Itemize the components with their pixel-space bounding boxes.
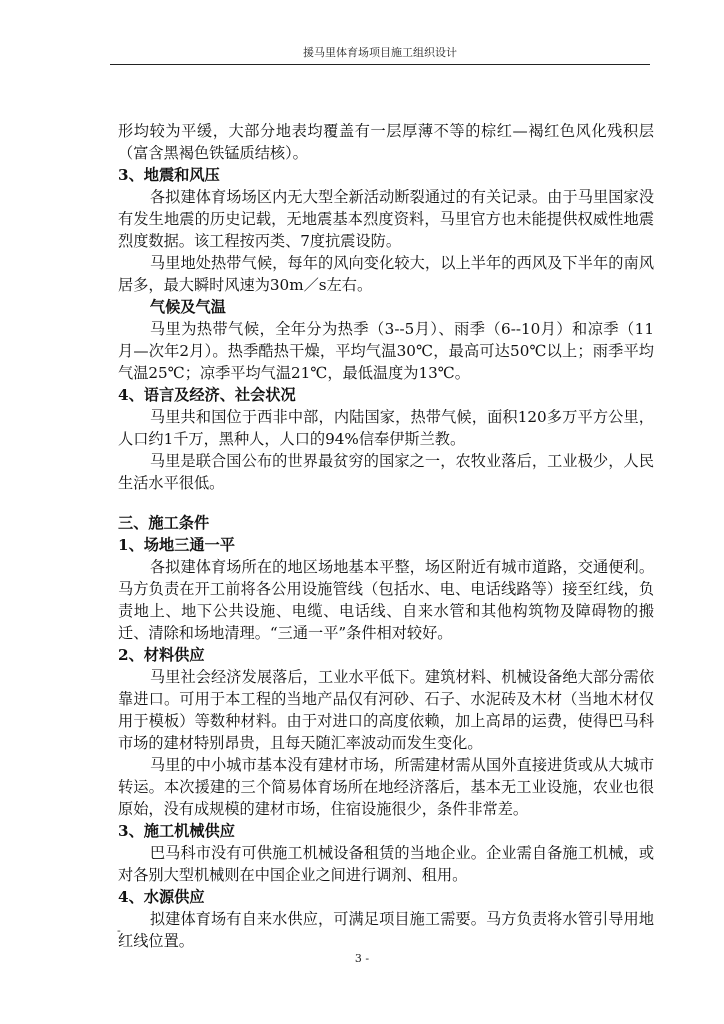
- paragraph: 马里为热带气候，全年分为热季（3--5月）、雨季（6--10月）和凉季（11月—次年2月）。热季酷热干燥，平均气温30℃，最高可达50℃以上；雨季平均气温25℃；凉季平均气温21℃，最低温度为13℃。: [118, 320, 654, 382]
- section-gap: [118, 494, 654, 512]
- paragraph: 马里地处热带气候，每年的风向变化较大，以上半年的西风及下半年的南风居多，最大瞬时风速为30m／s左右。: [118, 254, 654, 294]
- page-number: 3 -: [354, 952, 370, 965]
- header-rule: [110, 64, 650, 65]
- paragraph: 马里的中小城市基本没有建材市场，所需建材需从国外直接进货或从大城市转运。本次援建的三个简易体育场所在地经济落后，基本无工业设施，农业也很原始，没有成规模的建材市场，住宿设施很少，条件非常差。: [118, 756, 654, 818]
- paragraph: 马里是联合国公布的世界最贫穷的国家之一，农牧业落后，工业极少，人民生活水平很低。: [118, 452, 654, 492]
- section-heading: 2、材料供应: [118, 646, 205, 664]
- section-heading: 气候及气温: [149, 298, 226, 316]
- paragraph: 马里社会经济发展落后，工业水平低下。建筑材料、机械设备绝大部分需依靠进口。可用于本工程的当地产品仅有河砂、石子、水泥砖及木材（当地木材仅用于模板）等数种材料。由于对进口的高度依赖，加上高昂的运费，使得巴马科市场的建材特别昂贵，且每天随汇率波动而发生变化。: [118, 668, 654, 752]
- paragraph: 拟建体育场有自来水供应，可满足项目施工需要。马方负责将水管引导用地红线位置。: [118, 910, 654, 950]
- paragraph: 巴马科市没有可供施工机械设备租赁的当地企业。企业需自备施工机械，或对各别大型机械则在中国企业之间进行调剂、租用。: [118, 844, 654, 884]
- section-heading: 1、场地三通一平: [118, 536, 235, 554]
- paragraph: 各拟建体育场场区内无大型全新活动断裂通过的有关记录。由于马里国家没有发生地震的历史记载，无地震基本烈度资料，马里官方也未能提供权威性地震烈度数据。该工程按丙类、7度抗震设防。: [118, 188, 654, 250]
- section-heading: 4、语言及经济、社会状况: [118, 386, 296, 404]
- footer-mark: -: [117, 924, 121, 937]
- section-heading: 三、施工条件: [118, 514, 210, 532]
- section-heading: 4、水源供应: [118, 888, 205, 906]
- section-heading: 3、施工机械供应: [118, 822, 235, 840]
- paragraph: 马里共和国位于西非中部，内陆国家，热带气候，面积120多万平方公里，人口约1千万，黑种人，人口的94%信奉伊斯兰教。: [118, 408, 654, 448]
- running-header: 援马里体育场项目施工组织设计: [303, 46, 457, 59]
- paragraph: 各拟建体育场所在的地区场地基本平整，场区附近有城市道路，交通便利。马方负责在开工前将各公用设施管线（包括水、电、电话线路等）接至红线，负责地上、地下公共设施、电缆、电话线、自来水管和其他构筑物及障碍物的搬迁、清除和场地清理。“三通一平”条件相对较好。: [118, 558, 654, 642]
- section-heading: 3、地震和风压: [118, 166, 220, 184]
- paragraph: 形均较为平缓，大部分地表均覆盖有一层厚薄不等的棕红—褐红色风化残积层（富含黑褐色铁锰质结核）。: [118, 122, 654, 162]
- document-body: [118, 120, 654, 952]
